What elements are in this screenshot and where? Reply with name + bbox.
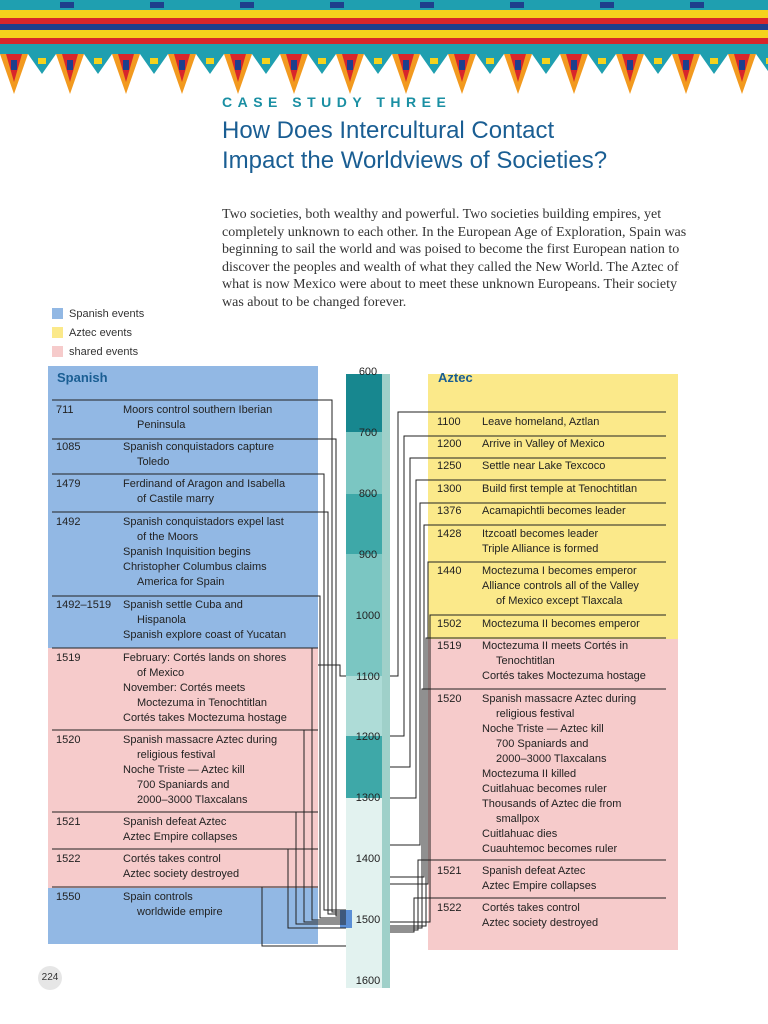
event-line: Moctezuma II killed	[482, 768, 577, 780]
event-line: Spanish massacre Aztec during	[123, 734, 278, 746]
event-year: 1200	[437, 438, 462, 450]
event-description	[482, 482, 637, 497]
event-line: Settle near Lake Texcoco	[482, 460, 606, 472]
case-study-label: CASE STUDY THREE	[222, 94, 452, 110]
event-line: Aztec society destroyed	[123, 868, 240, 880]
event-line: Cortés takes Moctezuma hostage	[123, 712, 287, 724]
event-description	[482, 617, 640, 632]
event-line: Ferdinand of Aragon and Isabella	[123, 478, 286, 490]
timeline-tick-label: 1100	[356, 670, 380, 683]
event-line: Spain controls	[123, 891, 193, 903]
page-number: 224	[38, 966, 62, 990]
event-description	[123, 598, 286, 643]
event-line: Triple Alliance is formed	[482, 543, 599, 555]
event-description	[482, 564, 639, 609]
timeline-tick-label: 700	[358, 426, 378, 439]
event-line: Cortés takes control	[123, 853, 221, 865]
event-line: worldwide empire	[137, 906, 223, 918]
intro-paragraph: Two societies, both wealthy and powerful. Two societies building empires, yet completely unknown to each other. In the European Age of Exploration, Spain was beginning to sail the world and was poised to become the first European nation to discover the peoples and wealth of what they called the New World. The Aztec of what is now Mexico were about to meet these unknown Europeans. Their society was about to be changed forever.	[222, 207, 687, 310]
event-year: 1521	[56, 816, 81, 828]
timeline-tick-label: 1300	[355, 792, 381, 805]
event-description	[123, 477, 285, 507]
event-line: Spanish conquistadors capture	[123, 441, 275, 453]
event-line: Spanish Inquisition begins	[123, 546, 251, 558]
legend-label: Spanish events	[69, 307, 145, 320]
timeline-tick-label: 1600	[355, 975, 381, 987]
event-line: of Mexico except Tlaxcala	[496, 595, 623, 607]
event-line: Peninsula	[137, 419, 186, 431]
event-line: 2000–3000 Tlaxcalans	[137, 794, 248, 806]
event-description	[482, 459, 605, 474]
timeline-tick-label: 600	[358, 366, 378, 378]
event-line: Thousands of Aztec die from	[482, 798, 622, 810]
timeline-tick-label: 900	[358, 548, 378, 561]
event-year: 1550	[56, 891, 81, 903]
event-line: Alliance controls all of the Valley	[482, 580, 639, 592]
event-description	[482, 639, 646, 684]
event-line: November: Cortés meets	[123, 682, 246, 694]
event-line: Aztec Empire collapses	[482, 880, 597, 892]
event-description	[482, 901, 598, 931]
event-line: Aztec society destroyed	[482, 917, 599, 929]
event-line: Moctezuma II becomes emperor	[482, 618, 640, 630]
event-description	[482, 692, 636, 857]
event-line: Noche Triste — Aztec kill	[123, 764, 245, 776]
event-description	[123, 733, 277, 808]
event-year: 1521	[437, 865, 462, 877]
event-year: 1522	[56, 853, 81, 865]
event-line: Moors control southern Iberian	[123, 404, 273, 416]
legend-label: Aztec events	[69, 326, 132, 339]
event-line: Moctezuma II meets Cortés in	[482, 640, 629, 652]
event-line: February: Cortés lands on shores	[123, 652, 287, 664]
title-line-2: Impact the Worldviews of Societies?	[222, 147, 608, 174]
event-line: Leave homeland, Aztlan	[482, 416, 600, 428]
event-line: Hispanola	[137, 614, 186, 626]
event-year: 1428	[437, 528, 462, 540]
event-year: 1520	[437, 693, 462, 705]
event-description	[482, 504, 626, 519]
event-year: 1100	[437, 416, 461, 428]
event-year: 1300	[437, 483, 462, 495]
timeline-tick-label: 1500	[355, 914, 381, 927]
timeline-tick-label: 1400	[355, 853, 381, 866]
event-line: America for Spain	[137, 576, 225, 588]
event-year: 711	[56, 404, 74, 416]
event-description	[123, 890, 223, 920]
event-year: 1376	[437, 505, 462, 517]
event-line: Christopher Columbus claims	[123, 561, 267, 573]
event-line: Aztec Empire collapses	[123, 831, 238, 843]
event-year: 1522	[437, 902, 462, 914]
event-year: 1502	[437, 618, 462, 630]
event-year: 1492	[56, 516, 81, 528]
event-description	[123, 852, 239, 882]
event-line: Cuauhtemoc becomes ruler	[482, 843, 618, 855]
timeline-tick-label: 1200	[355, 731, 381, 744]
timeline-tick-label: 1000	[355, 609, 381, 622]
event-line: Tenochtitlan	[496, 655, 555, 667]
event-description	[482, 415, 599, 430]
spanish-panel-title: Spanish	[57, 370, 108, 385]
event-line: Arrive in Valley of Mexico	[482, 438, 605, 450]
event-line: 700 Spaniards and	[496, 738, 589, 750]
event-line: Spanish defeat Aztec	[123, 816, 227, 828]
event-year: 1492–1519	[56, 599, 112, 611]
event-year: 1479	[56, 478, 81, 490]
event-line: Moctezuma in Tenochtitlan	[137, 697, 268, 709]
event-line: Spanish explore coast of Yucatan	[123, 629, 287, 641]
event-line: religious festival	[496, 708, 575, 720]
event-line: Cortés takes control	[482, 902, 580, 914]
event-line: 700 Spaniards and	[137, 779, 230, 791]
event-line: Moctezuma I becomes emperor	[482, 565, 637, 577]
title-line-1: How Does Intercultural Contact	[222, 117, 555, 144]
event-line: Spanish conquistadors expel last	[123, 516, 284, 528]
event-line: Acamapichtli becomes leader	[482, 505, 626, 517]
event-line: Build first temple at Tenochtitlan	[482, 483, 638, 495]
aztec-panel-title: Aztec	[438, 370, 473, 385]
event-year: 1520	[56, 734, 81, 746]
event-line: of Mexico	[137, 667, 185, 679]
event-year: 1440	[437, 565, 462, 577]
event-line: 2000–3000 Tlaxcalans	[496, 753, 607, 765]
event-description	[482, 527, 598, 557]
event-year: 1519	[56, 652, 81, 664]
event-year: 1519	[437, 640, 462, 652]
event-line: of Castile marry	[137, 493, 215, 505]
event-description	[123, 403, 272, 433]
event-description	[123, 515, 284, 590]
legend-label: shared events	[69, 345, 139, 358]
event-line: Cuitlahuac becomes ruler	[482, 783, 607, 795]
event-line: smallpox	[496, 813, 540, 825]
event-line: Noche Triste — Aztec kill	[482, 723, 604, 735]
timeline-tick-label: 800	[358, 487, 378, 500]
event-description	[123, 440, 274, 470]
event-line: Cuitlahuac dies	[482, 828, 558, 840]
event-line: Spanish massacre Aztec during	[482, 693, 637, 705]
event-year: 1085	[56, 441, 81, 453]
event-line: religious festival	[137, 749, 216, 761]
event-line: Spanish settle Cuba and	[123, 599, 243, 611]
event-line: Toledo	[137, 456, 170, 468]
event-line: Itzcoatl becomes leader	[482, 528, 599, 540]
event-line: Cortés takes Moctezuma hostage	[482, 670, 646, 682]
event-description	[482, 437, 605, 452]
event-line: of the Moors	[137, 531, 199, 543]
event-description	[482, 864, 596, 894]
event-description	[123, 651, 287, 726]
event-line: Spanish defeat Aztec	[482, 865, 586, 877]
event-description	[123, 815, 237, 845]
event-year: 1250	[437, 460, 462, 472]
